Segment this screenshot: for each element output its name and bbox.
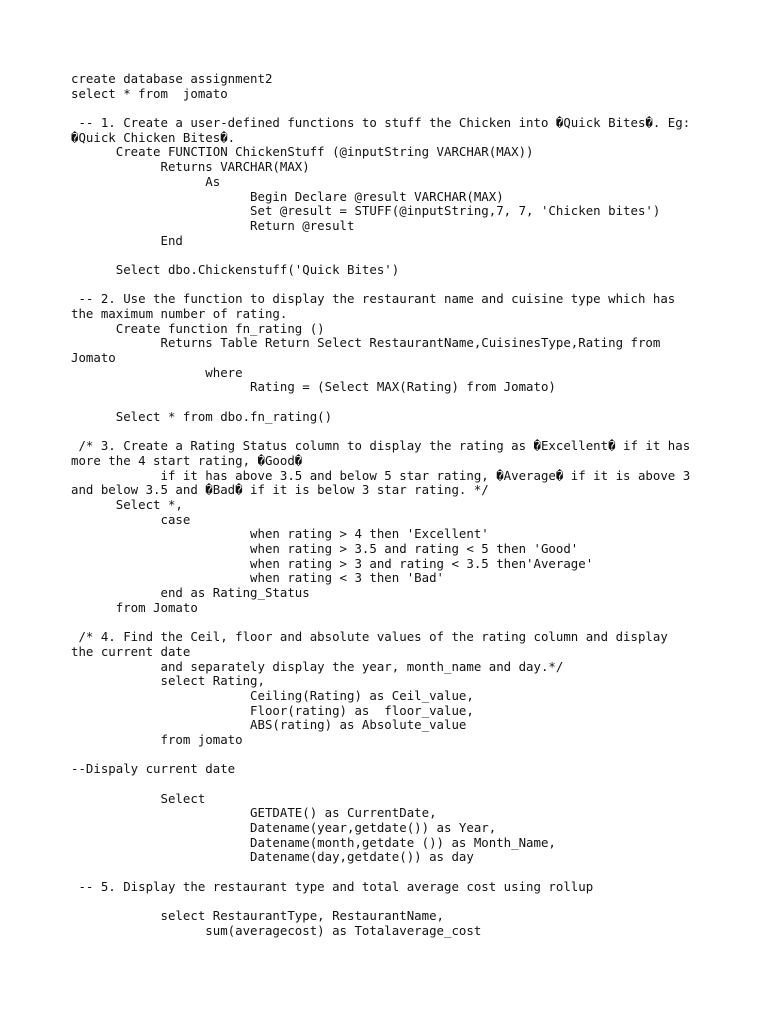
code-line: select RestaurantType, RestaurantName, bbox=[71, 908, 444, 924]
code-line: As bbox=[71, 173, 221, 189]
code-line: the current date bbox=[71, 643, 191, 659]
code-line bbox=[71, 777, 711, 792]
code-line: Begin Declare @result VARCHAR(MAX) bbox=[71, 188, 504, 204]
code-line: Set @result = STUFF(@inputString,7, 7, 'Chicken bites') bbox=[71, 203, 661, 219]
code-line: select Rating, bbox=[71, 673, 265, 689]
code-line: from Jomato bbox=[71, 599, 198, 615]
sql-code-block bbox=[71, 72, 711, 939]
code-line bbox=[71, 748, 711, 763]
code-line: Return @result bbox=[71, 217, 355, 233]
code-line: Floor(rating) as floor_value, bbox=[71, 702, 474, 718]
code-line: more the 4 start rating, �Good� bbox=[71, 452, 303, 468]
code-line: Rating = (Select MAX(Rating) from Jomato) bbox=[71, 379, 556, 395]
code-line: --Dispaly current date bbox=[71, 761, 236, 777]
code-line: create database assignment2 bbox=[71, 71, 273, 86]
code-line bbox=[71, 395, 711, 410]
code-line: -- 5. Display the restaurant type and total average cost using rollup bbox=[71, 878, 594, 894]
code-line: when rating > 4 then 'Excellent' bbox=[71, 526, 489, 542]
code-line: �Quick Chicken Bites�. bbox=[71, 129, 236, 145]
code-line: -- 1. Create a user-defined functions to stuff the Chicken into �Quick Bites�. Eg: bbox=[71, 115, 691, 131]
code-line: and separately display the year, month_name and day.*/ bbox=[71, 658, 564, 674]
code-line: /* 4. Find the Ceil, floor and absolute values of the rating column and display bbox=[71, 629, 668, 645]
code-line: Jomato bbox=[71, 350, 116, 366]
code-line: Ceiling(Rating) as Ceil_value, bbox=[71, 687, 474, 703]
code-line: Datename(year,getdate()) as Year, bbox=[71, 820, 497, 836]
code-line: End bbox=[71, 232, 183, 248]
code-line bbox=[71, 615, 711, 630]
code-line: and below 3.5 and �Bad� if it is below 3 star rating. */ bbox=[71, 482, 489, 498]
code-line: Create FUNCTION ChickenStuff (@inputString VARCHAR(MAX)) bbox=[71, 144, 534, 160]
code-line: Select * from dbo.fn_rating() bbox=[71, 408, 333, 424]
code-line: Select *, bbox=[71, 496, 183, 512]
code-line: when rating > 3.5 and rating < 5 then 'Good' bbox=[71, 541, 579, 556]
code-line: Returns Table Return Select RestaurantName,CuisinesType,Rating from bbox=[71, 335, 661, 351]
code-line: when rating > 3 and rating < 3.5 then'Average' bbox=[71, 555, 594, 571]
code-line: select * from jomato bbox=[71, 85, 228, 101]
code-line: case bbox=[71, 511, 191, 527]
code-line: from jomato bbox=[71, 731, 243, 747]
code-line: Datename(day,getdate()) as day bbox=[71, 849, 474, 865]
code-line: end as Rating_Status bbox=[71, 585, 310, 601]
code-line: GETDATE() as CurrentDate, bbox=[71, 805, 437, 821]
code-line: if it has above 3.5 and below 5 star rating, �Average� if it is above 3 bbox=[71, 467, 691, 483]
code-line: Select dbo.Chickenstuff('Quick Bites') bbox=[71, 261, 400, 277]
code-line: -- 2. Use the function to display the restaurant name and cuisine type which has bbox=[71, 291, 676, 307]
code-line: Create function fn_rating () bbox=[71, 320, 325, 336]
code-line: when rating < 3 then 'Bad' bbox=[71, 570, 444, 586]
code-line: /* 3. Create a Rating Status column to display the rating as �Excellent� if it has bbox=[71, 438, 691, 454]
code-line bbox=[71, 895, 711, 910]
code-line: Returns VARCHAR(MAX) bbox=[71, 159, 310, 175]
code-line bbox=[71, 101, 711, 116]
code-line: the maximum number of rating. bbox=[71, 306, 288, 321]
code-line: sum(averagecost) as Totalaverage_cost bbox=[71, 922, 482, 938]
code-line bbox=[71, 248, 711, 263]
code-line bbox=[71, 865, 711, 880]
code-line: Datename(month,getdate ()) as Month_Name, bbox=[71, 834, 556, 850]
code-line bbox=[71, 425, 711, 440]
code-line: ABS(rating) as Absolute_value bbox=[71, 717, 467, 733]
code-line bbox=[71, 278, 711, 293]
code-line: where bbox=[71, 364, 243, 380]
code-line: Select bbox=[71, 790, 206, 806]
